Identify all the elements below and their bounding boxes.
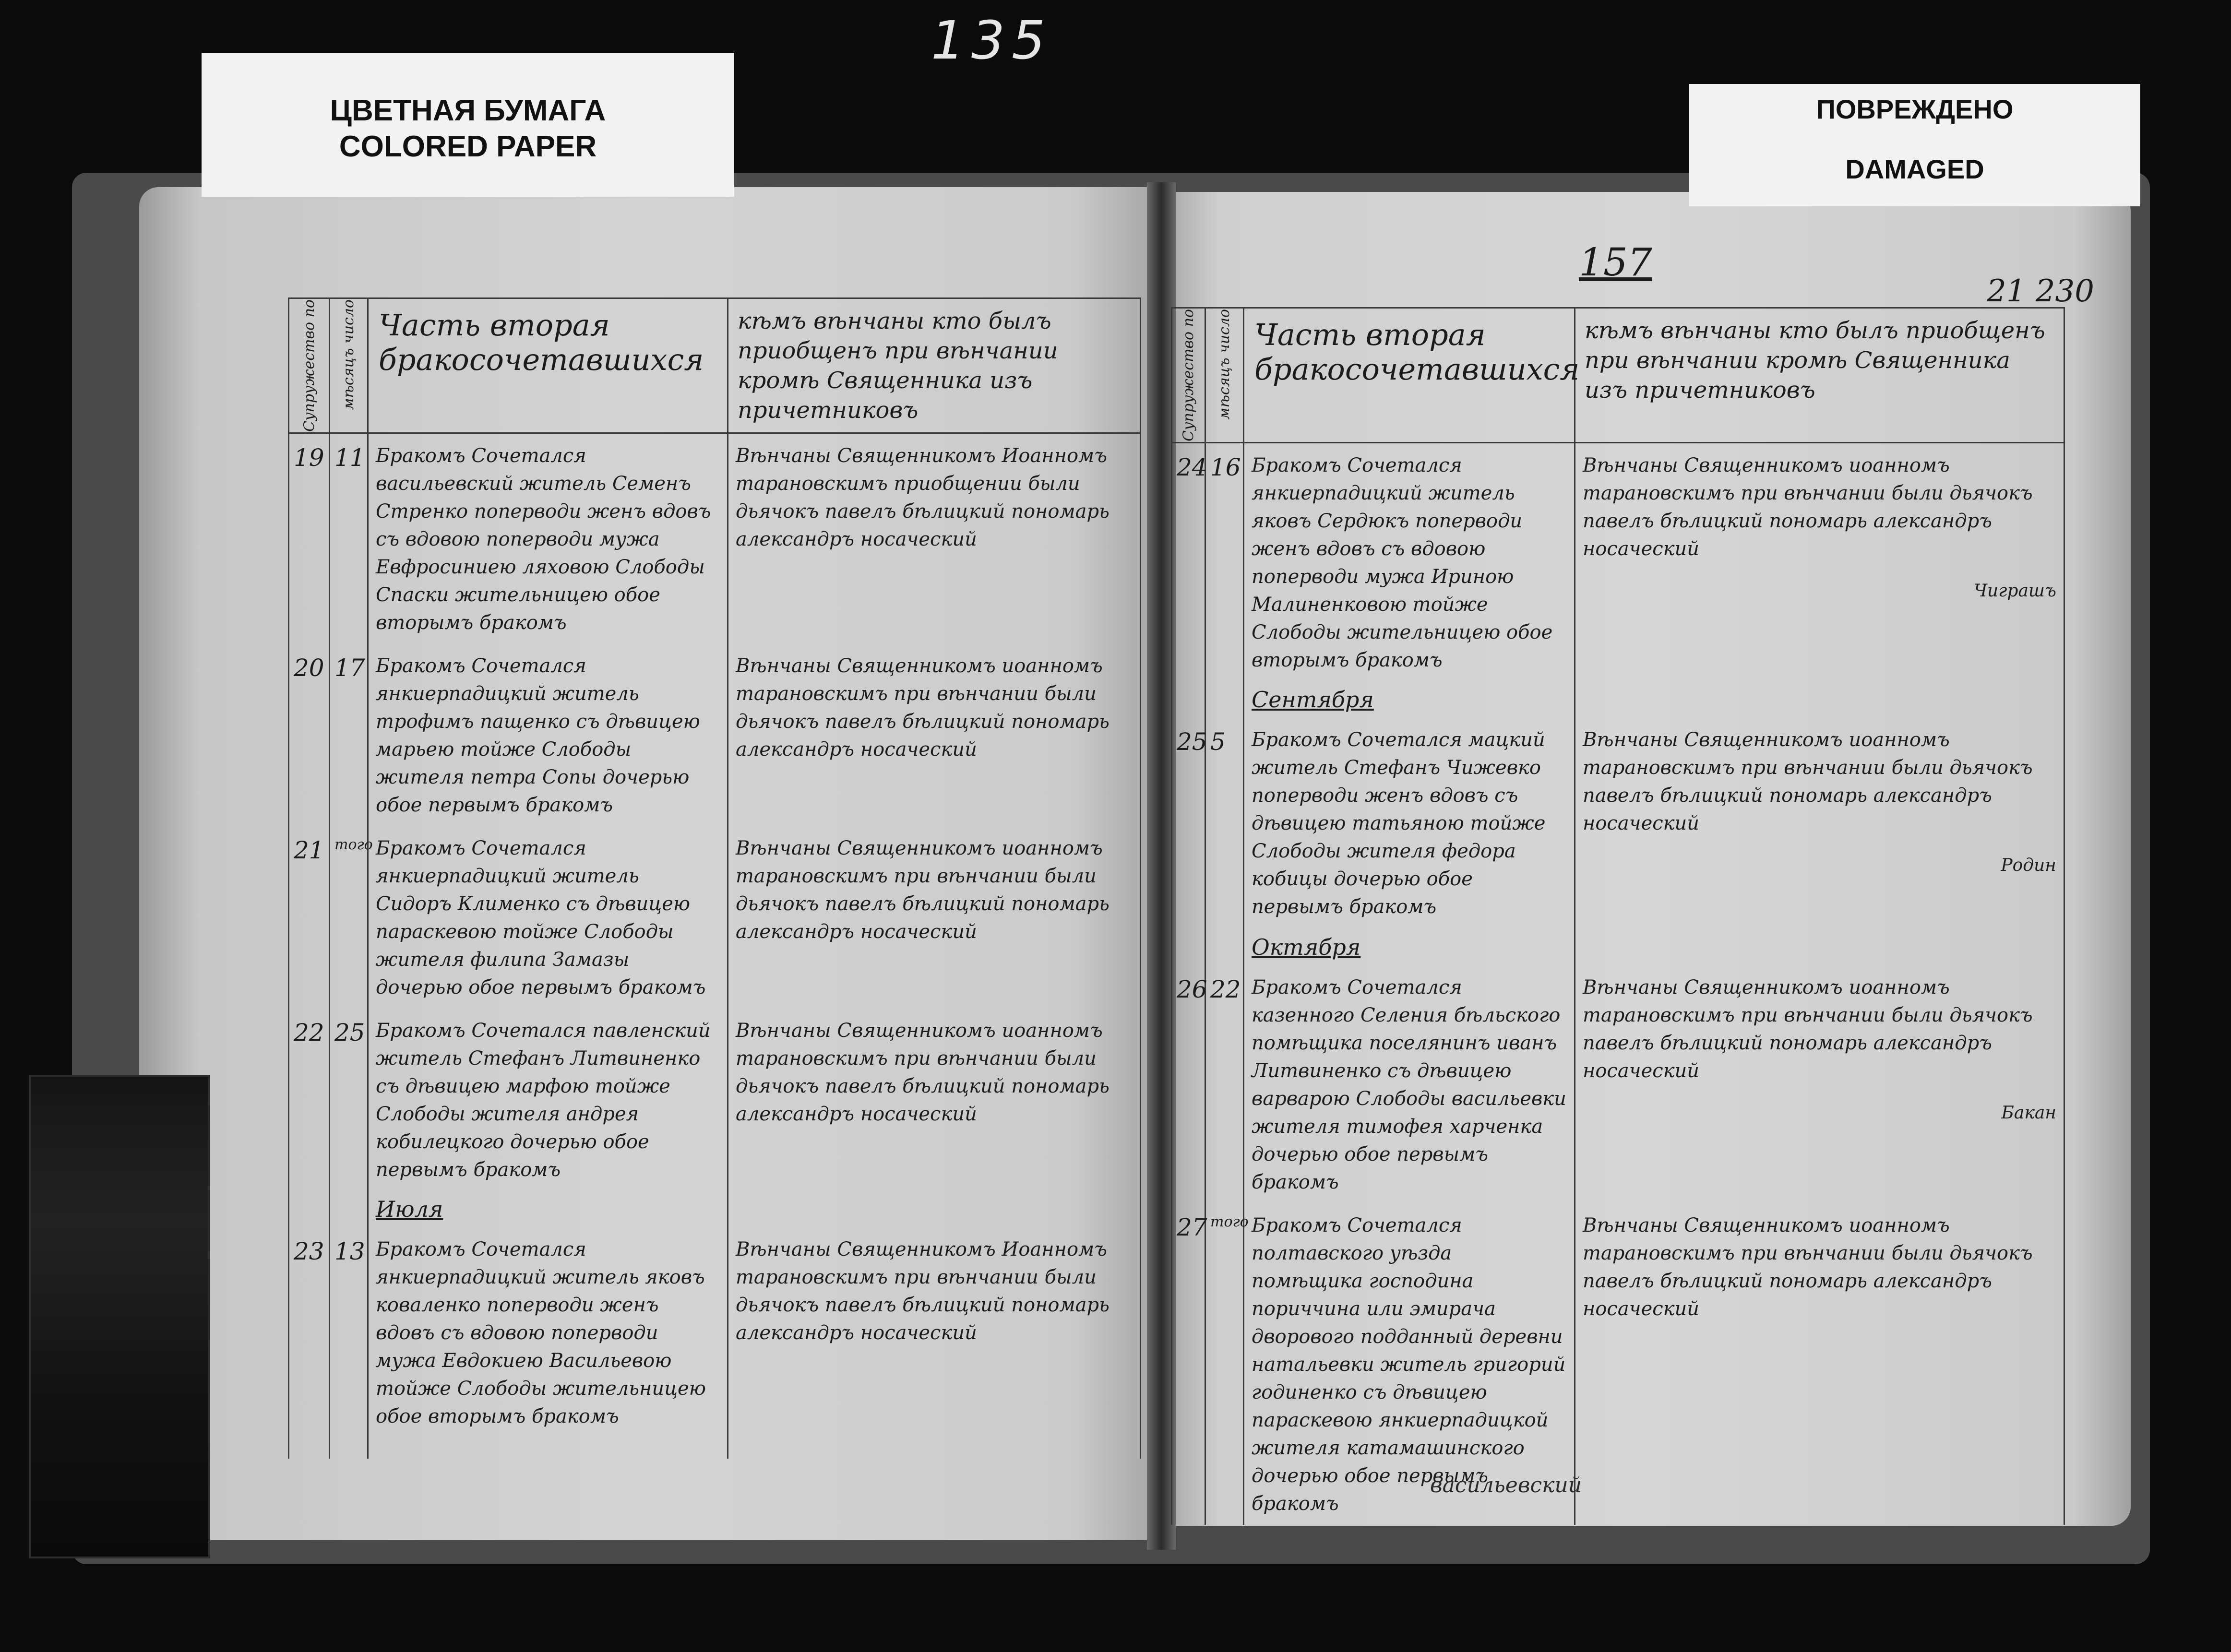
table-row xyxy=(1172,442,2064,681)
colored-paper-label-ru: ЦВЕТНАЯ БУМАГА xyxy=(330,94,606,127)
entry-record: Бракомъ Сочетался васильевский житель Семенъ Стренко поперводи женъ вдовъ съ вдовою поперводи мужа Евфросиниею ляховою Слободы Спаски жительницею обое вторымъ бракомъ xyxy=(376,445,711,634)
damaged-label-en: DAMAGED xyxy=(1845,154,1984,184)
colored-paper-label xyxy=(202,53,734,197)
entry-officiant: Вѣнчаны Священникомъ иоанномъ тарановскимъ при вѣнчании были дьячокъ павелъ бѣлицкий пономарь александръ носаческий xyxy=(736,837,1110,943)
entry-day: 5 xyxy=(1210,727,1226,756)
entry-number: 22 xyxy=(294,1019,324,1046)
book-clasp xyxy=(29,1075,210,1558)
table-row xyxy=(289,644,1141,826)
entry-day: 17 xyxy=(334,654,365,682)
entry-officiant: Вѣнчаны Священникомъ иоанномъ тарановскимъ при вѣнчании были дьячокъ павелъ бѣлицкий пономарь александръ носаческий xyxy=(1583,976,2033,1082)
month-heading: Сентября xyxy=(1252,686,1374,713)
entry-day: 22 xyxy=(1210,975,1241,1003)
entry-record: Бракомъ Сочетался янкиерпадицкий житель Сидоръ Клименко съ дѣвицею параскевою тойже Слободы жителя филипа Замазы дочерью обое первымъ бракомъ xyxy=(376,837,706,998)
damaged-label-ru: ПОВРЕЖДЕНО xyxy=(1816,94,2014,124)
entry-record: Бракомъ Сочетался янкиерпадицкий житель яковъ Сердюкъ поперводи женъ вдовъ съ вдовою поперводи мужа Ириною Малиненковою тойже Слободы жительницею обое вторымъ бракомъ xyxy=(1252,454,1553,671)
month-row xyxy=(1172,929,2064,965)
entry-number: 26 xyxy=(1177,975,1207,1003)
entry-record: Бракомъ Сочетался янкиерпадицкий житель трофимъ пащенко съ дѣвицею марьею тойже Слободы жителя петра Сопы дочерью обое первымъ бракомъ xyxy=(376,655,700,816)
header-marriage-no: Супружество по xyxy=(1172,308,1205,443)
entry-number: 25 xyxy=(1177,727,1207,756)
entry-number: 20 xyxy=(294,654,324,682)
colored-paper-label-en: COLORED PAPER xyxy=(339,130,597,163)
table-row xyxy=(1172,718,2064,929)
entry-officiant: Вѣнчаны Священникомъ иоанномъ тарановскимъ при вѣнчании были дьячокъ павелъ бѣлицкий пономарь александръ носаческий xyxy=(1583,728,2033,834)
entry-day: 16 xyxy=(1210,453,1241,481)
table-row xyxy=(1172,965,2064,1203)
entry-officiant: Вѣнчаны Священникомъ Иоанномъ тарановскимъ при вѣнчании были дьячокъ павелъ бѣлицкий пономарь александръ носаческий xyxy=(736,1238,1110,1344)
header-day: мѣсяцъ число xyxy=(330,298,368,433)
table-row xyxy=(289,826,1141,1009)
left-ledger xyxy=(288,297,1141,1459)
entry-record: Бракомъ Сочетался павленский житель Стефанъ Литвиненко съ дѣвицею марфою тойже Слободы жителя андрея кобилецкого дочерью обое первымъ бракомъ xyxy=(376,1020,711,1181)
entry-day: 13 xyxy=(334,1237,365,1265)
entry-officiant: Вѣнчаны Священникомъ иоанномъ тарановскимъ при вѣнчании были дьячокъ павелъ бѣлицкий пономарь александръ носаческий xyxy=(1583,1214,2033,1320)
entry-officiant: Вѣнчаны Священникомъ иоанномъ тарановскимъ при вѣнчании были дьячокъ павелъ бѣлицкий пономарь александръ носаческий xyxy=(1583,454,2033,560)
damaged-label xyxy=(1689,84,2140,206)
right-ledger xyxy=(1171,307,2065,1525)
entry-day: 11 xyxy=(334,444,365,472)
corner-marks: 21 230 xyxy=(1987,273,2094,309)
page-number: 157 xyxy=(1579,240,1652,285)
header-day: мѣсяцъ число xyxy=(1205,308,1244,443)
header-couple: Часть вторая бракосочетавшихся xyxy=(1244,308,1575,443)
entry-officiant: Вѣнчаны Священникомъ иоанномъ тарановскимъ при вѣнчании были дьячокъ павелъ бѣлицкий пономарь александръ носаческий xyxy=(736,655,1110,761)
table-row xyxy=(289,1227,1141,1459)
month-heading: Октября xyxy=(1252,934,1361,960)
margin-note: Родин xyxy=(2001,855,2056,875)
entry-day: того xyxy=(1210,1213,1249,1230)
margin-note: Бакан xyxy=(2001,1103,2056,1123)
month-heading: Июля xyxy=(376,1196,443,1222)
month-row xyxy=(1172,681,2064,718)
archive-folio-number: 135 xyxy=(931,10,1052,71)
entry-number: 27 xyxy=(1177,1213,1207,1241)
header-couple: Часть вторая бракосочетавшихся xyxy=(368,298,728,433)
entry-number: 23 xyxy=(294,1237,324,1265)
entry-record: Бракомъ Сочетался мацкий житель Стефанъ Чижевко поперводи женъ вдовъ съ дѣвицею татьяною тойже Слободы жителя федора кобицы дочерью обое первымъ бракомъ xyxy=(1252,728,1546,918)
entry-record: Бракомъ Сочетался янкиерпадицкий житель яковъ коваленко поперводи женъ вдовъ съ вдовою поперводи мужа Евдокиею Васильевою тойже Слободы жительницею обое вторымъ бракомъ xyxy=(376,1238,706,1427)
entry-day: того xyxy=(334,836,373,853)
margin-note: Чиграшъ xyxy=(1974,581,2056,601)
entry-officiant: Вѣнчаны Священникомъ Иоанномъ тарановскимъ приобщении были дьячокъ павелъ бѣлицкий пономарь александръ носаческий xyxy=(736,445,1110,550)
table-row xyxy=(289,1009,1141,1191)
entry-record: Бракомъ Сочетался казенного Селения бѣльского помѣщика поселянинъ иванъ Литвиненко съ дѣвицею варварою Слободы васильевки жителя тимофея харченка дочерью обое первымъ бракомъ xyxy=(1252,976,1566,1193)
month-row xyxy=(289,1191,1141,1227)
entry-record: Бракомъ Сочетался полтавского уѣзда помѣщика господина пориччина или эмирача дворового подданный деревни натальевки житель григорий годиненко съ дѣвицею параскевою янкиерпадицкой жителя катамашинского дочерью обое первымъ бракомъ xyxy=(1252,1214,1566,1515)
header-officiant: кѣмъ вѣнчаны кто былъ приобщенъ при вѣнчании кромѣ Священника изъ причетниковъ xyxy=(1575,308,2064,443)
signature: васильевский xyxy=(1430,1473,1582,1497)
table-row xyxy=(289,433,1141,644)
entry-number: 24 xyxy=(1177,453,1207,481)
header-marriage-no: Супружество по xyxy=(289,298,330,433)
entry-day: 25 xyxy=(334,1019,365,1046)
entry-officiant: Вѣнчаны Священникомъ иоанномъ тарановскимъ при вѣнчании были дьячокъ павелъ бѣлицкий пономарь александръ носаческий xyxy=(736,1020,1110,1125)
entry-number: 21 xyxy=(294,836,324,864)
entry-number: 19 xyxy=(294,444,324,472)
table-row xyxy=(1172,1203,2064,1525)
header-officiant: кѣмъ вѣнчаны кто былъ приобщенъ при вѣнчании кромѣ Священника изъ причетниковъ xyxy=(728,298,1141,433)
